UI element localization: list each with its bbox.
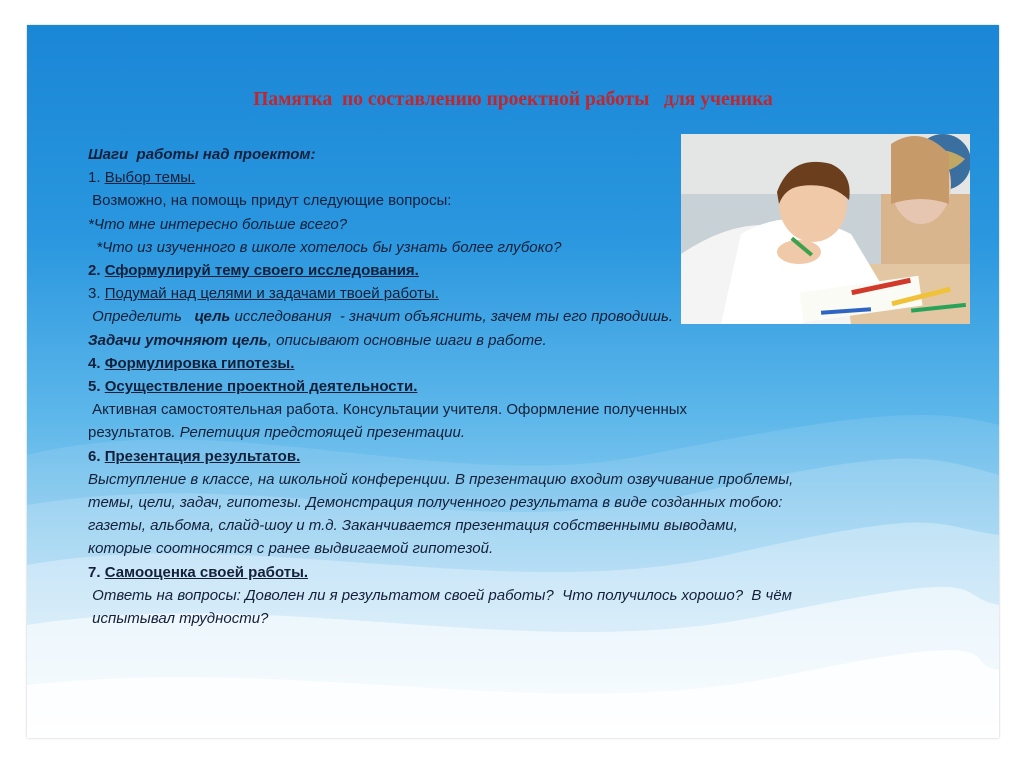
step-7-line-1: Ответь на вопросы: Доволен ли я результатом своей работы? Что получилось хорошо? В чём (88, 586, 792, 604)
step-4 (88, 352, 968, 375)
step-7-number: 7. (88, 563, 105, 581)
step-6 (88, 445, 968, 468)
step-5 (88, 375, 968, 398)
step-5-number: 5. (88, 378, 105, 396)
step-3-label: Подумай над целями и задачами твоей работы. (104, 285, 439, 303)
step-3-definition-goal: цель (194, 308, 231, 326)
step-2-number: 2. (88, 262, 105, 280)
memo-content (88, 143, 968, 630)
step-1-question-1: *Что мне интересно больше всего? (88, 215, 348, 233)
step-7-line-2: испытывал трудности? (88, 610, 269, 628)
step-2 (88, 259, 968, 282)
step-3-definition-rest: исследования - значит объяснить, зачем ты его проводишь. (230, 308, 674, 326)
step-1-number: 1. (88, 169, 105, 187)
step-1-label: Выбор темы. (104, 169, 196, 187)
step-6-label: Презентация результатов. (104, 447, 301, 465)
step-6-line-4: которые соотносятся с ранее выдвигаемой гипотезой. (88, 540, 494, 558)
step-5-label: Осуществление проектной деятельности. (104, 378, 418, 396)
step-5-line-1: Активная самостоятельная работа. Консультации учителя. Оформление полученных (88, 401, 688, 419)
step-1-note: Возможно, на помощь придут следующие вопросы: (88, 192, 452, 210)
step-4-label: Формулировка гипотезы. (104, 354, 295, 372)
step-6-number: 6. (88, 447, 105, 465)
step-7 (88, 561, 968, 584)
step-3-definition-prefix: Определить (88, 308, 195, 326)
step-2-label: Сформулируй тему своего исследования. (104, 262, 419, 280)
step-3-tasks (88, 329, 968, 352)
slide (27, 25, 999, 738)
slide-title: Памятка по составлению проектной работы для ученика (253, 89, 773, 110)
step-3-tasks-bold: Задачи уточняют цель (88, 331, 268, 349)
steps-heading: Шаги работы над проектом: (88, 146, 316, 163)
step-6-line-1: Выступление в классе, на школьной конференции. В презентацию входит озвучивание проблемы, (88, 470, 794, 488)
step-5-line-2 (88, 421, 968, 444)
step-5-rehearsal: . Репетиция предстоящей презентации. (171, 424, 466, 442)
step-3-tasks-rest: , описывают основные шаги в работе. (267, 331, 547, 349)
step-3 (88, 282, 968, 305)
step-6-line-3: газеты, альбома, слайд-шоу и т.д. Заканчивается презентация собственными выводами, (88, 517, 738, 535)
step-3-number: 3. (88, 285, 105, 303)
step-1-question-2: *Что из изученного в школе хотелось бы узнать более глубоко? (88, 238, 562, 256)
step-5-results: результатов (88, 424, 172, 442)
step-1 (88, 166, 968, 189)
step-4-number: 4. (88, 354, 105, 372)
step-3-definition (88, 305, 968, 328)
step-6-line-2: темы, цели, задач, гипотезы. Демонстрация полученного результата в виде созданных тобою: (88, 494, 783, 512)
step-7-label: Самооценка своей работы. (104, 563, 309, 581)
